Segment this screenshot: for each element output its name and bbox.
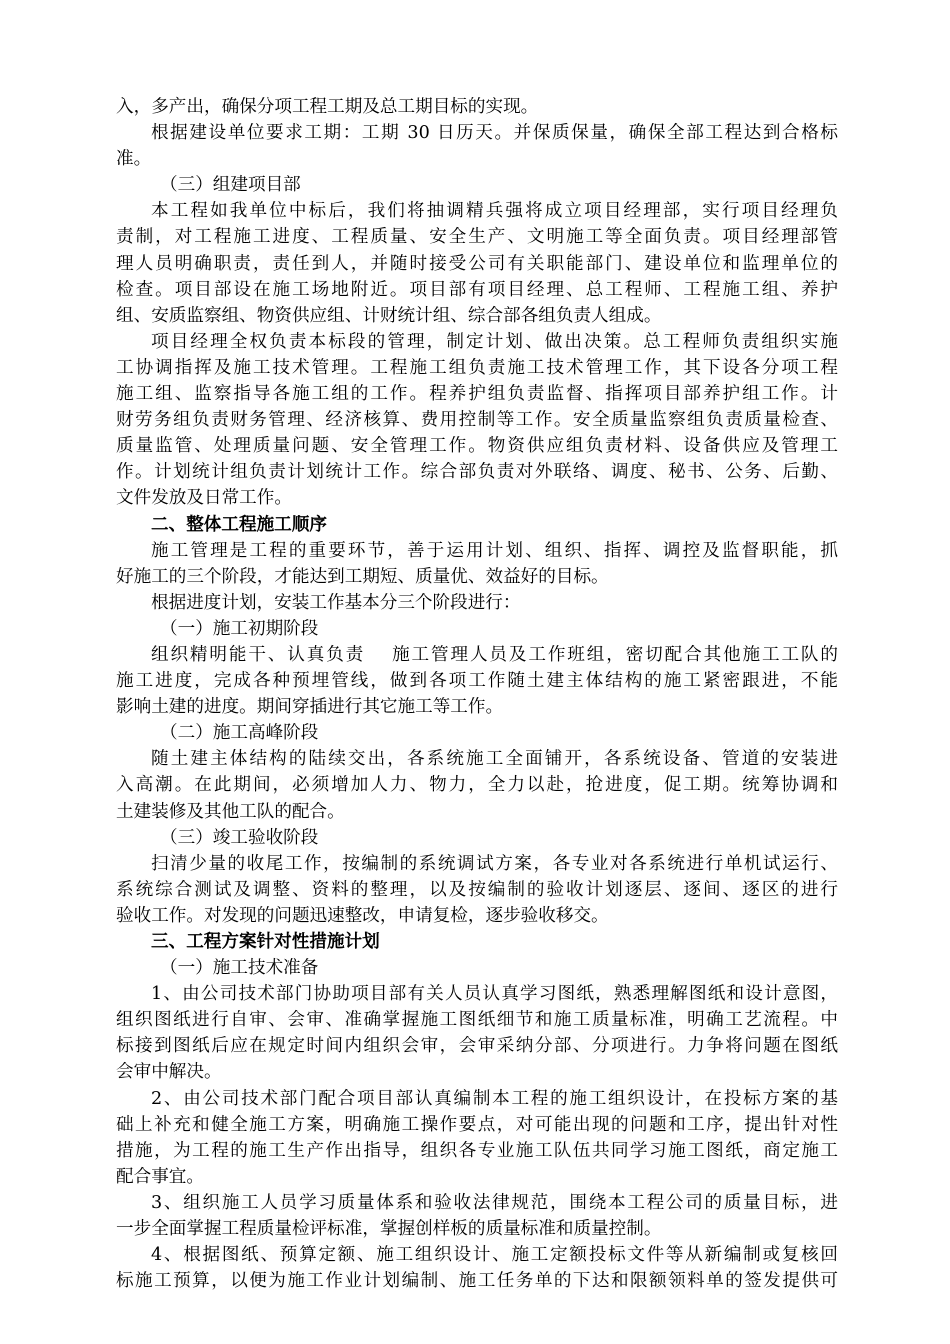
section-heading: （三）竣工验收阶段 [160, 827, 319, 848]
text-line: 4、根据图纸、预算定额、施工组织设计、施工定额投标文件等从新编制或复核回 [151, 1245, 838, 1266]
text-line: 入，多产出，确保分项工程工期及总工期目标的实现。 [116, 97, 539, 117]
text-line: 施工进度，完成各种预埋管线，做到各项工作随土建主体结构的施工紧密跟进，不能 [116, 671, 838, 692]
section-heading: 三、工程方案针对性措施计划 [151, 931, 380, 952]
text-line: 项目经理全权负责本标段的管理，制定计划、做出决策。总工程师负责组织实施 [151, 331, 838, 352]
text-line: 本工程如我单位中标后，我们将抽调精兵强将成立项目经理部，实行项目经理负 [151, 201, 838, 222]
text-line: 组、安质监察组、物资供应组、计财统计组、综合部各组负责人组成。 [116, 305, 662, 326]
text-line: 标施工预算，以便为施工作业计划编制、施工任务单的下达和限额领料单的签发提供可 [116, 1271, 838, 1292]
text-line: 影响土建的进度。期间穿插进行其它施工等工作。 [116, 697, 504, 718]
text-line: 土建装修及其他工队的配合。 [116, 801, 345, 822]
text-line: 会审中解决。 [116, 1062, 222, 1083]
text-line: 责制，对工程施工进度、工程质量、安全生产、文明施工等全面负责。项目经理部管 [116, 227, 838, 248]
text-line: 组织图纸进行自审、会审、准确掌握施工图纸细节和施工质量标准，明确工艺流程。中 [116, 1010, 838, 1031]
text-line: 财劳务组负责财务管理、经济核算、费用控制等工作。安全质量监察组负责质量检查、 [116, 410, 838, 431]
text-line: 础上补充和健全施工方案，明确施工操作要点，对可能出现的问题和工序，提出针对性 [116, 1114, 838, 1135]
text-line: 作。计划统计组负责计划统计工作。综合部负责对外联络、调度、秘书、公务、后勤、 [116, 462, 838, 483]
text-line: 标接到图纸后应在规定时间内组织会审，会审采纳分部、分项进行。力争将问题在图纸 [116, 1036, 838, 1057]
text-line: 措施，为工程的施工生产作出指导，组织各专业施工队伍共同学习施工图纸，商定施工 [116, 1140, 838, 1161]
section-heading: 二、整体工程施工顺序 [151, 513, 327, 535]
text-line: 文件发放及日常工作。 [116, 488, 292, 509]
text-line: 随土建主体结构的陆续交出，各系统施工全面铺开，各系统设备、管道的安装进 [151, 749, 838, 770]
section-heading: （一）施工初期阶段 [160, 618, 319, 639]
section-heading: （二）施工高峰阶段 [160, 723, 319, 744]
section-heading: （三）组建项目部 [160, 175, 301, 196]
text-line: 好施工的三个阶段，才能达到工期短、质量优、效益好的目标。 [116, 566, 609, 587]
text-line: 准。 [116, 149, 152, 170]
text-line: 组织精明能干、认真负责 施工管理人员及工作班组，密切配合其他施工工队的 [151, 644, 838, 665]
text-line: 验收工作。对发现的问题迅速整改，申请复检，逐步验收移交。 [116, 905, 609, 926]
text-line: 根据建设单位要求工期：工期 30 日历天。并保质保量，确保全部工程达到合格标 [151, 123, 838, 144]
text-line: 理人员明确职责，责任到人，并随时接受公司有关职能部门、建设单位和监理单位的 [116, 253, 838, 274]
text-line: 配合事宜。 [116, 1166, 204, 1187]
text-line: 2、由公司技术部门配合项目部认真编制本工程的施工组织设计，在投标方案的基 [151, 1088, 838, 1109]
text-line: 施工管理是工程的重要环节，善于运用计划、组织、指挥、调控及监督职能，抓 [151, 540, 838, 561]
text-line: 扫清少量的收尾工作，按编制的系统调试方案，各专业对各系统进行单机试运行、 [151, 853, 838, 874]
text-line: 施工组、监察指导各施工组的工作。程养护组负责监督、指挥项目部养护组工作。计 [116, 384, 838, 405]
text-line: 系统综合测试及调整、资料的整理，以及按编制的验收计划逐层、逐间、逐区的进行 [116, 879, 838, 900]
text-line: 一步全面掌握工程质量检评标准，掌握创样板的质量标准和质量控制。 [116, 1219, 662, 1240]
section-heading: （一）施工技术准备 [160, 958, 319, 979]
text-line: 质量监管、处理质量问题、安全管理工作。物资供应组负责材料、设备供应及管理工 [116, 436, 838, 457]
text-line: 3、组织施工人员学习质量体系和验收法律规范，围绕本工程公司的质量目标，进 [151, 1192, 838, 1213]
text-line: 工协调指挥及施工技术管理。工程施工组负责施工技术管理工作，其下设各分项工程 [116, 357, 838, 378]
text-line: 入高潮。在此期间，必须增加人力、物力，全力以赴，抢进度，促工期。统筹协调和 [116, 775, 838, 796]
document-page [116, 94, 838, 1294]
text-line: 检查。项目部设在施工场地附近。项目部有项目经理、总工程师、工程施工组、养护 [116, 279, 838, 300]
text-line: 1、由公司技术部门协助项目部有关人员认真学习图纸，熟悉理解图纸和设计意图， [151, 984, 838, 1005]
text-line: 根据进度计划，安装工作基本分三个阶段进行： [151, 592, 521, 613]
